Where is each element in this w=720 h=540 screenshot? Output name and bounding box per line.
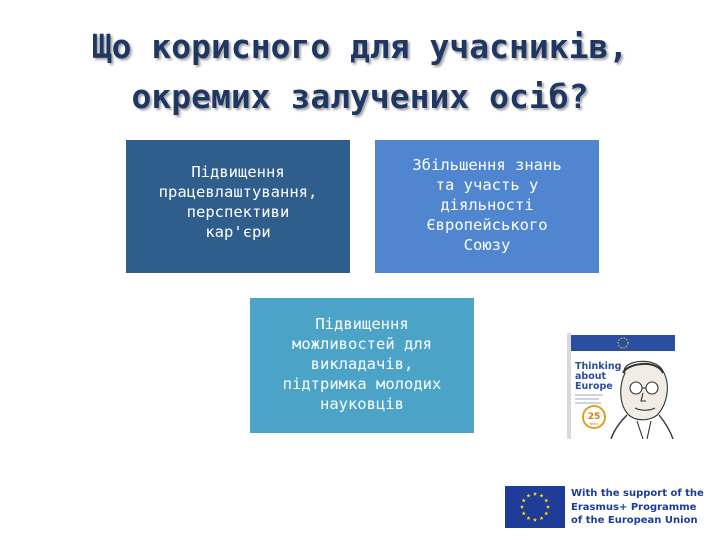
anniversary-badge: [583, 406, 605, 428]
box-line: діяльності: [440, 196, 534, 214]
benefit-box-teachers-text: [283, 314, 442, 414]
box-line: науковців: [319, 395, 404, 413]
title-line-2: окремих залучених осіб?: [131, 77, 589, 116]
benefit-box-employability: [126, 140, 350, 273]
eu-support-line-3: of the European Union: [571, 515, 698, 526]
box-line: працевлаштування,: [158, 183, 318, 201]
box-line: можливостей для: [292, 335, 432, 353]
eu-support-line-1: With the support of the: [571, 488, 704, 499]
eu-support-text: [571, 487, 711, 528]
benefit-box-eu-knowledge: [375, 140, 599, 273]
book-cover-illustration: [567, 333, 679, 439]
benefit-box-teachers: [250, 298, 474, 433]
book-title-line-3: Europe: [575, 381, 613, 392]
box-line: підтримка молодих: [282, 375, 442, 393]
box-line: Підвищення: [191, 163, 285, 181]
title-line-1: Що корисного для учасників,: [91, 27, 629, 66]
box-line: та участь у: [435, 176, 539, 194]
box-line: перспективи: [186, 203, 290, 221]
page-title: [20, 22, 700, 122]
box-line: Європейського: [426, 216, 548, 234]
benefit-box-employability-text: [159, 162, 318, 242]
book-title-line-1: Thinking: [575, 361, 622, 372]
eu-stars: [505, 486, 565, 528]
box-line: кар'єри: [205, 223, 271, 241]
box-line: Союзу: [463, 236, 511, 254]
badge-number: 25: [587, 412, 601, 422]
box-line: Збільшення знань: [412, 156, 562, 174]
book-title-line-2: about: [575, 371, 607, 382]
box-line: Підвищення: [315, 315, 409, 333]
eu-support-line-2: Erasmus+ Programme: [571, 501, 697, 513]
book-cover-image: [567, 333, 679, 439]
book-top-band: [571, 335, 675, 351]
benefit-box-eu-knowledge-text: [412, 155, 561, 255]
eu-flag-icon: [505, 486, 565, 528]
badge-sub: Years: [589, 422, 599, 426]
box-line: викладачів,: [310, 355, 414, 373]
